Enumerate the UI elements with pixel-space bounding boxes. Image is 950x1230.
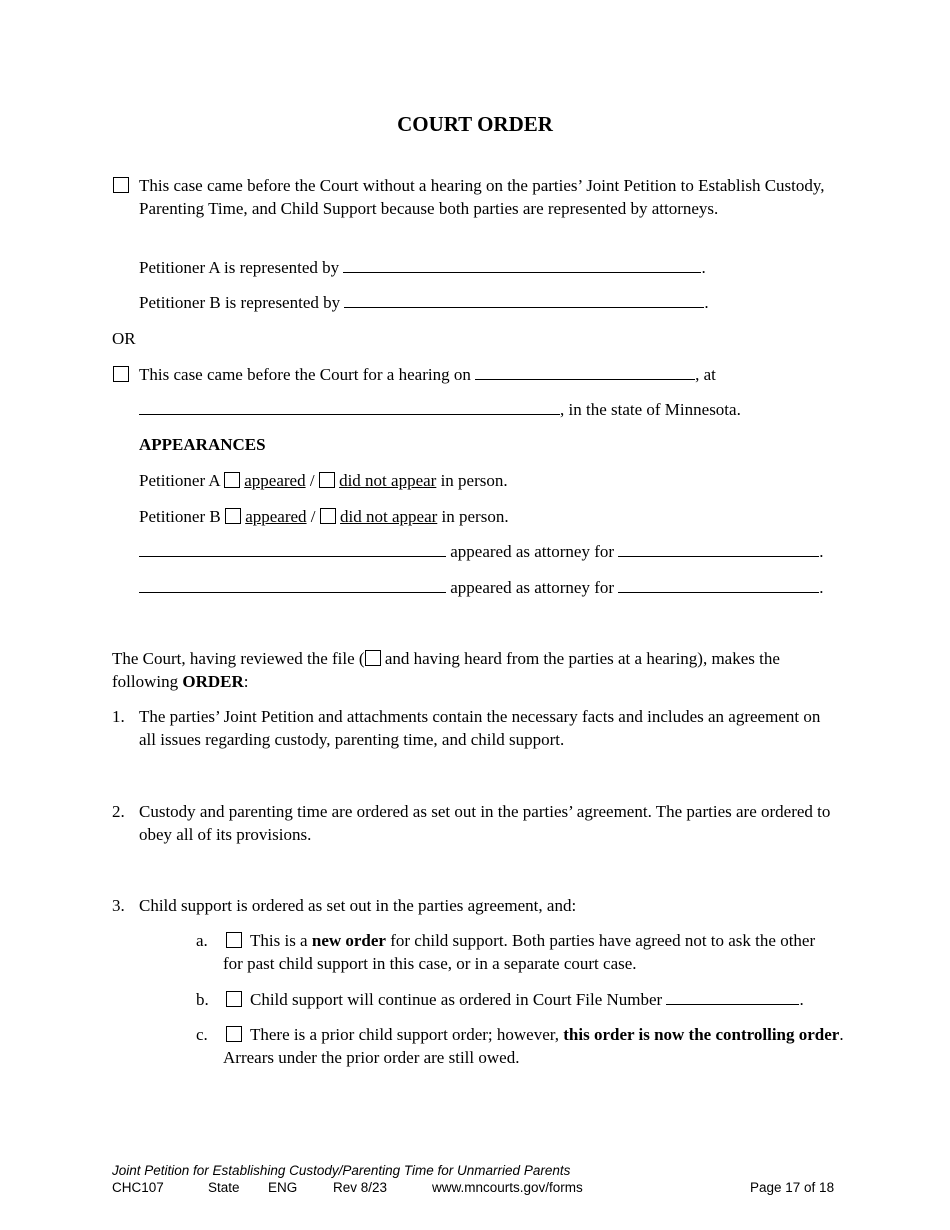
hearing-checkbox[interactable] (113, 366, 129, 382)
attorney-name-field-2[interactable] (139, 576, 446, 593)
petitioner-a-represented-label: Petitioner A is represented by (139, 258, 340, 277)
or-label: OR (112, 329, 136, 348)
in-person-label: in person. (441, 507, 509, 526)
petitioner-a-label: Petitioner A (139, 471, 220, 490)
petitioner-b-appearance-line (139, 505, 509, 528)
sub-item-a-letter: a. (196, 931, 208, 950)
at-label: , at (695, 365, 716, 384)
attorney-line-2 (139, 576, 824, 599)
sub-item-b-line (250, 988, 804, 1011)
state-label: , in the state of Minnesota. (560, 400, 741, 419)
period: . (701, 258, 706, 277)
hearing-line (139, 363, 716, 386)
sub-item-a-bold: new order (311, 931, 386, 950)
footer-state: State (208, 1180, 240, 1195)
footer-url: www.mncourts.gov/forms (432, 1180, 583, 1195)
period: . (819, 578, 824, 597)
sub-item-a-post: for child support. Both parties have agreed not to ask the other for past child support in this case, or in a separate court case. (223, 931, 816, 973)
item-text-2: Custody and parenting time are ordered as set out in the parties’ agreement. The parties are ordered to obey all of its provisions. (139, 802, 831, 844)
sub-item-a-pre: This is a (250, 931, 308, 950)
appeared-label: appeared (245, 507, 307, 526)
item-text-3: Child support is ordered as set out in the parties agreement, and: (139, 896, 577, 915)
item-text-1: The parties’ Joint Petition and attachments contain the necessary facts and includes an agreement on all issues regarding custody, parenting time, and child support. (139, 707, 821, 749)
petitioner-b-appeared-checkbox[interactable] (225, 508, 241, 524)
heard-parties-checkbox[interactable] (365, 650, 381, 666)
attorney-line-1 (139, 540, 824, 563)
period: . (799, 990, 804, 1009)
order-word: ORDER (182, 672, 244, 691)
in-person-label: in person. (440, 471, 508, 490)
attorney-for-label: appeared as attorney for (450, 578, 615, 597)
period: . (704, 293, 709, 312)
hearing-date-field[interactable] (475, 363, 695, 380)
sub-item-c-text (223, 1023, 853, 1069)
petitioner-a-appearance-line (139, 469, 508, 492)
slash: / (310, 507, 316, 526)
appearances-heading: APPEARANCES (139, 435, 266, 454)
sub-item-a-text (223, 929, 838, 975)
hearing-location-field[interactable] (139, 398, 560, 415)
continue-support-checkbox[interactable] (226, 991, 242, 1007)
attorney-client-field-2[interactable] (618, 576, 819, 593)
colon: : (243, 672, 249, 691)
item-number-1: 1. (112, 707, 125, 726)
petitioner-b-represented-label: Petitioner B is represented by (139, 293, 341, 312)
sub-item-c-bold: this order is now the controlling order (563, 1025, 840, 1044)
footer-form-title: Joint Petition for Establishing Custody/Parenting Time for Unmarried Parents (112, 1163, 571, 1178)
footer-page-number: Page 17 of 18 (750, 1180, 835, 1195)
no-hearing-text: This case came before the Court without a hearing on the parties’ Joint Petition to Establish Custody, Parenting Time, and Child Support because both parties are represented by attorneys. (139, 176, 825, 218)
no-hearing-checkbox[interactable] (113, 177, 129, 193)
sub-item-b-letter: b. (196, 990, 209, 1009)
appeared-label: appeared (244, 471, 306, 490)
sub-item-c-post: . Arrears under the prior order are still owed. (223, 1025, 844, 1067)
court-intro-text-1: The Court, having reviewed the file ( (112, 649, 365, 668)
item-number-3: 3. (112, 896, 125, 915)
attorney-client-field-1[interactable] (618, 540, 819, 557)
sub-item-b-text: Child support will continue as ordered in Court File Number (250, 990, 663, 1009)
petitioner-b-representation-line (139, 291, 709, 314)
court-file-number-field[interactable] (666, 988, 799, 1005)
attorney-name-field-1[interactable] (139, 540, 446, 557)
hearing-text: This case came before the Court for a hearing on (139, 365, 471, 384)
petitioner-b-label: Petitioner B (139, 507, 221, 526)
did-not-appear-label: did not appear (339, 471, 437, 490)
did-not-appear-label: did not appear (340, 507, 438, 526)
period: . (819, 542, 824, 561)
petitioner-a-did-not-appear-checkbox[interactable] (319, 472, 335, 488)
hearing-location-line (139, 398, 741, 421)
footer-revision: Rev 8/23 (333, 1180, 388, 1195)
petitioner-a-representation-line (139, 256, 706, 279)
footer-language: ENG (268, 1180, 298, 1195)
attorney-for-label: appeared as attorney for (450, 542, 615, 561)
page-title: COURT ORDER (397, 112, 553, 136)
petitioner-b-attorney-field[interactable] (344, 291, 704, 308)
item-number-2: 2. (112, 802, 125, 821)
petitioner-a-attorney-field[interactable] (343, 256, 701, 273)
court-intro-text-2: and having heard from the parties at a hearing), makes the following (112, 649, 780, 691)
sub-item-c-pre: There is a prior child support order; however, (250, 1025, 559, 1044)
sub-item-c-letter: c. (196, 1025, 208, 1044)
footer-form-code: CHC107 (112, 1180, 164, 1195)
petitioner-a-appeared-checkbox[interactable] (224, 472, 240, 488)
slash: / (309, 471, 315, 490)
court-intro (112, 647, 837, 693)
petitioner-b-did-not-appear-checkbox[interactable] (320, 508, 336, 524)
